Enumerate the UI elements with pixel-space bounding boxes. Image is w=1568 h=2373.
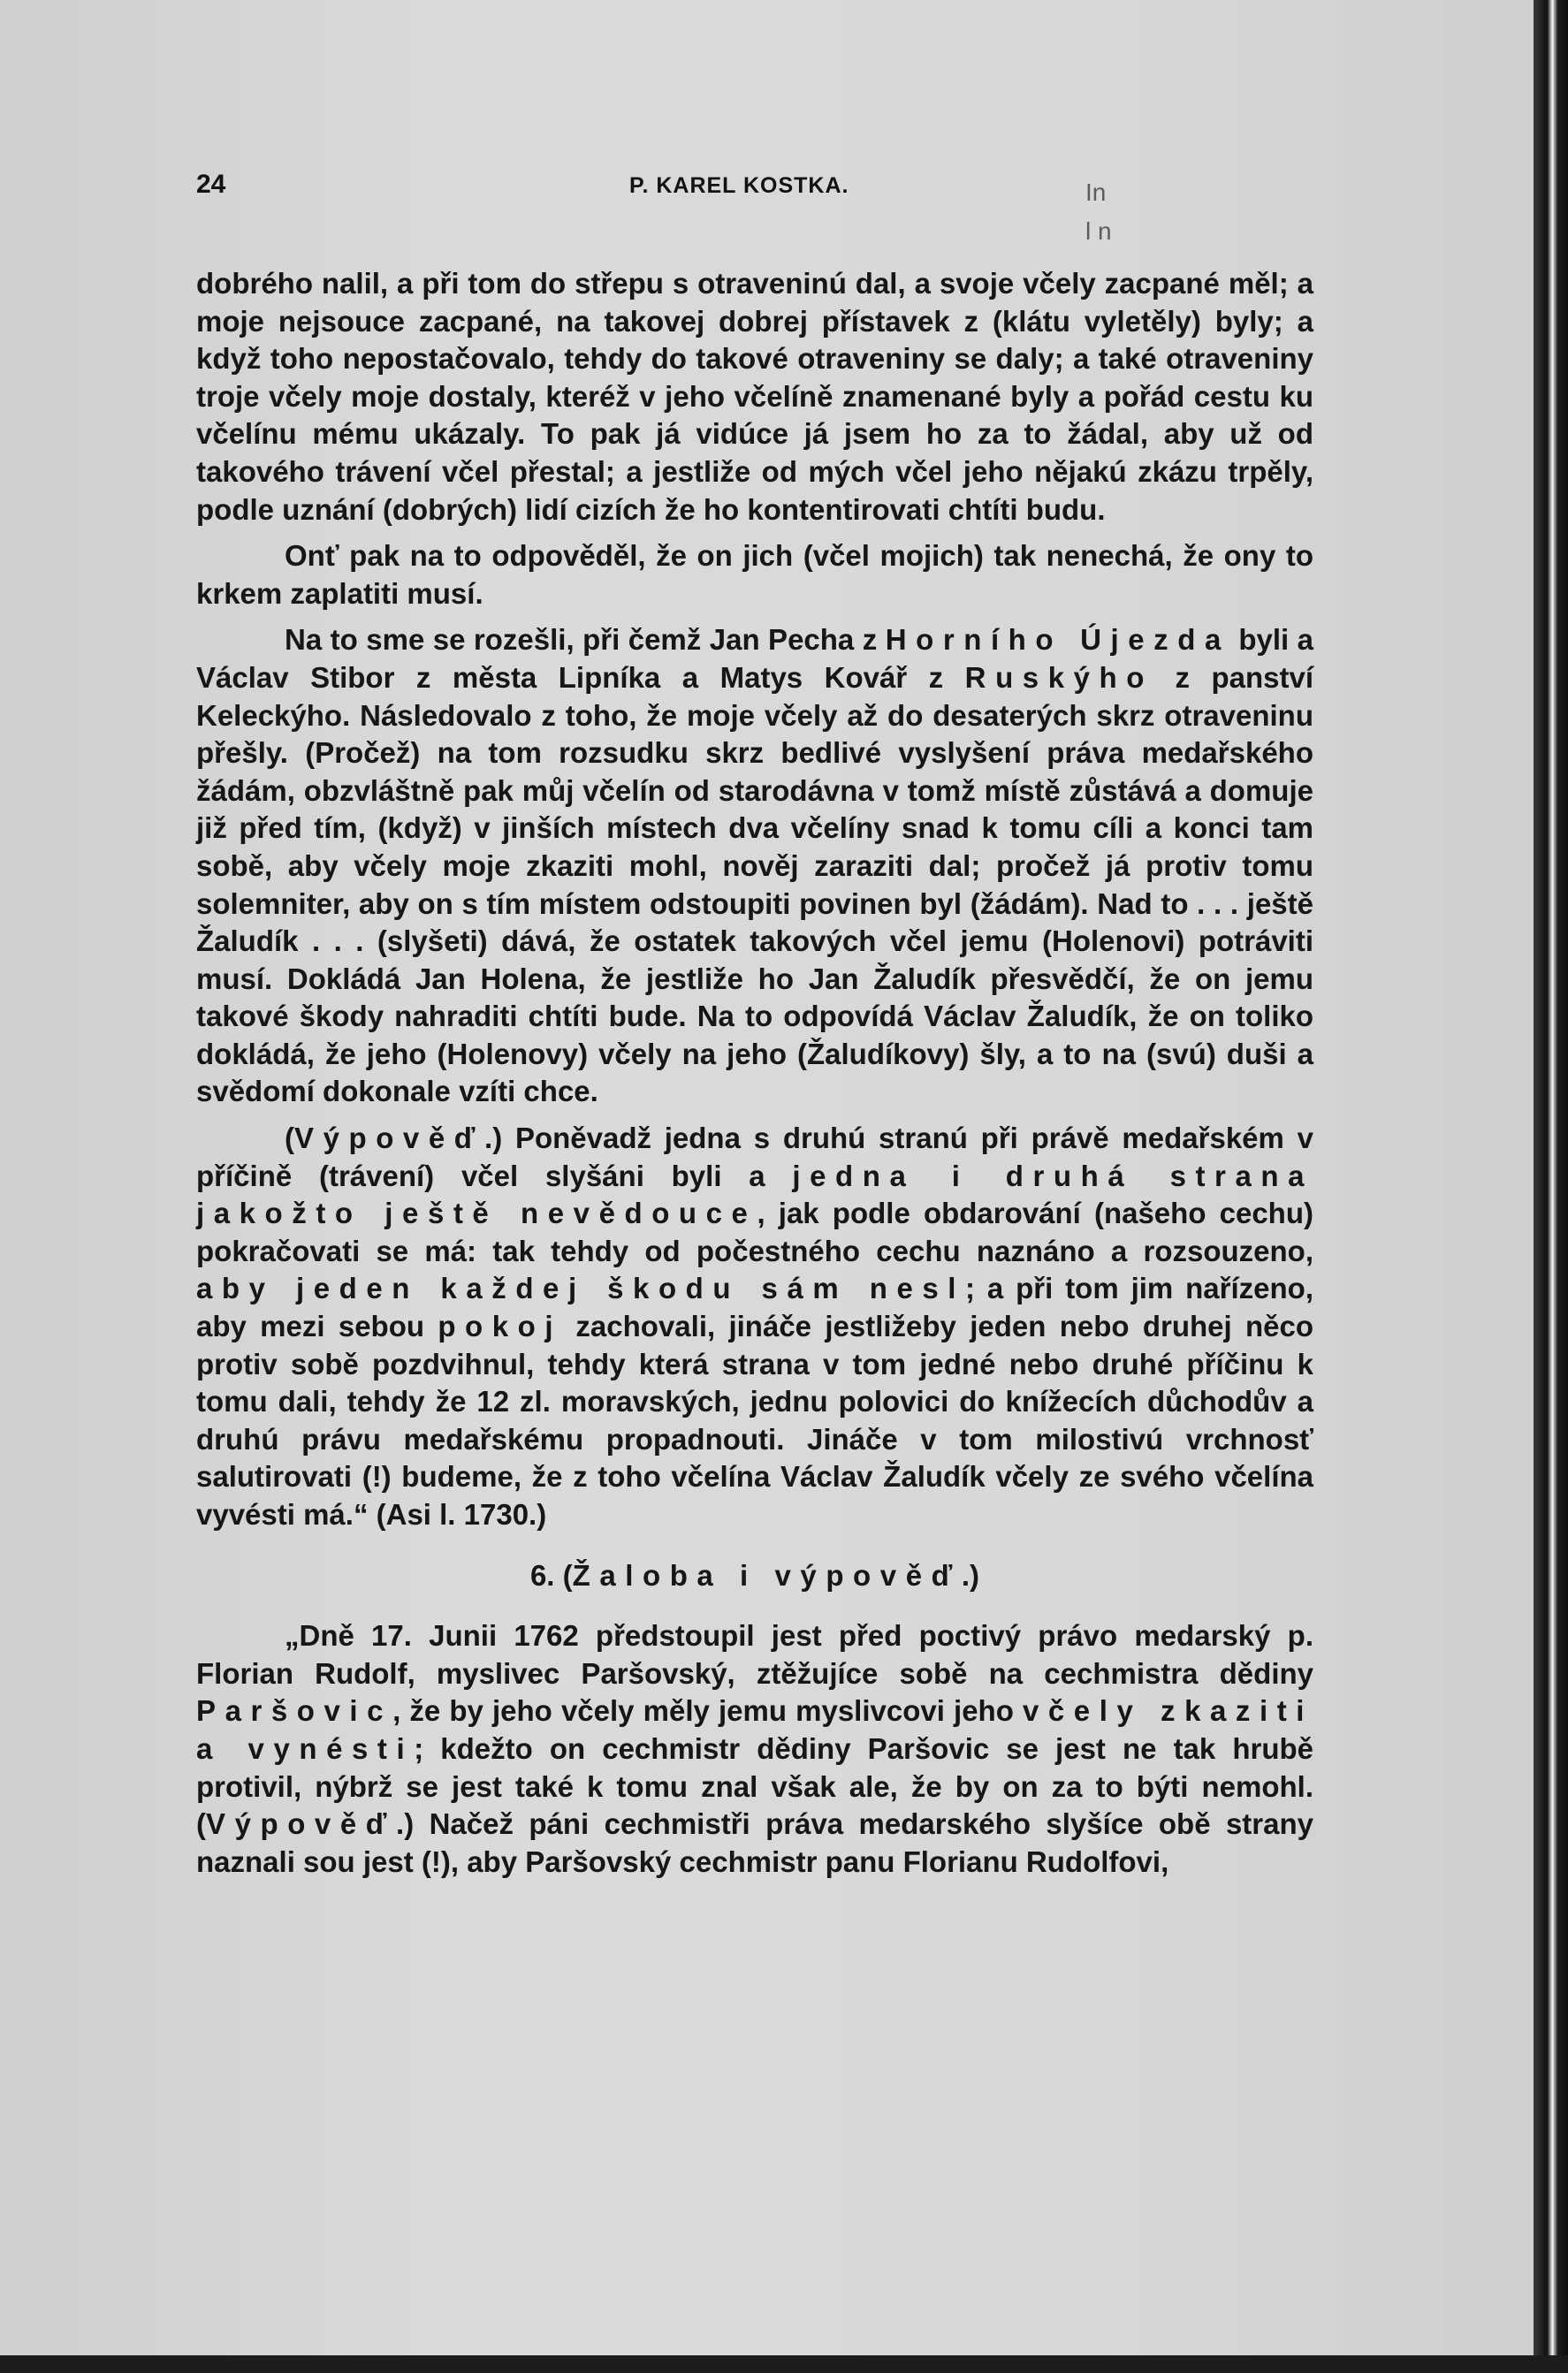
scan-edge-bottom: [0, 2355, 1568, 2373]
text-run: „Dně 17. Junii 1762 předstoupil jest před poctivý právo medarský p. Florian Rudolf, myslivec Paršovský, ztěžujíce sobě na cechmistra dědiny: [196, 1619, 1313, 1690]
text-run: z panství Keleckýho. Následovalo z toho, že moje včely až do desaterých skrz otraveninu přešly. (Pročež) na tom rozsudku skrz bedlivé vyslyšení práva medařského žádám, obzvláštně pak můj včelín od starodávna v tomž místě zůstává a domuje již před tím, (když) v jinších místech dva včelíny snad k tomu cíli a konci tam sobě, aby včely moje zkaziti mohl, nověj zaraziti dal; pročež já protiv tomu solemniter, aby on s tím místem odstoupiti povinen byl (žádám). Nad to . . . ještě Žaludík . . . (slyšeti) dává, že ostatek takových včel jemu (Holenovi) potráviti musí. Dokládá Jan Holena, že jestliže ho Jan Žaludík přesvědčí, že on jemu takové škody nahraditi chtíti bude. Na to odpovídá Václav Žaludík, že on toliko dokládá, že jeho (Holenovy) včely na jeho (Žaludíkovy) šly, a to na (svú) duši a svědomí dokonale vzíti chce.: [196, 660, 1313, 1108]
running-head: P. KAREL KOSTKA.: [629, 173, 849, 198]
text-run: zachovali, jináče jestližeby jeden nebo druhej něco protiv sobě pozdvihnul, tehdy která strana v tom jedné nebo druhé příčinu k tomu dali, tehdy že 12 zl. moravských, jednu polovici do knížecích důchodův a druhú právu medařskému propadnouti. Jináče v tom milostivú vrchnosť salutirovati (!) budeme, že z toho včelína Václav Žaludík včely ze svého včelína vyvésti má.“ (Asi l. 1730.): [196, 1310, 1313, 1531]
body-text: [196, 265, 1313, 1890]
spaced-text: včely zkaziti a vynésti: [196, 1694, 1314, 1765]
paragraph-4: [196, 1120, 1313, 1534]
spaced-text: Paršovic: [196, 1694, 393, 1728]
text-run: , jak podle obdarování (našeho cechu) pokračovati se má: tak tehdy od počestného cechu naznáno a rozsouzeno,: [196, 1197, 1313, 1267]
text-run: ; kdežto on cechmistr dědiny Paršovic se jest ne tak hrubě protivil, nýbrž se jest také k tomu znal však ale, že by on za to býti nemohl. (: [196, 1731, 1314, 1841]
paragraph-1: [196, 265, 1313, 529]
page-header: [196, 170, 1310, 214]
scan-edge-right: [1534, 0, 1568, 2373]
paragraph-5: [196, 1617, 1313, 1881]
page-number: 24: [196, 170, 226, 199]
text-run: .): [961, 1558, 980, 1592]
spaced-text: Žaloba i výpověď: [572, 1558, 962, 1592]
spaced-text: Výpověď: [206, 1807, 397, 1841]
text-run: Onť pak na to odpověděl, že on jich (včel mojich) tak nenechá, že ony to krkem zaplatiti musí.: [196, 539, 1313, 610]
text-run: , že by jeho včely měly jemu myslivcovi jeho: [392, 1694, 1023, 1728]
spaced-text: jedna i druhá strana jakožto ještě nevědouce: [196, 1159, 1313, 1230]
spaced-text: aby jeden každej škodu sám nesl: [196, 1272, 966, 1305]
margin-mark-2: l n: [1085, 217, 1112, 245]
text-run: 6. (: [529, 1558, 573, 1592]
text-run: .) Načež páni cechmistři práva medarského slyšíce obě strany naznali sou jest (!), aby Paršovský cechmistr panu Florianu Rudolfovi,: [196, 1807, 1313, 1878]
paragraph-2: [196, 537, 1313, 612]
spaced-text: Výpověď: [294, 1122, 485, 1155]
section-heading: [196, 1557, 1313, 1595]
spaced-text: Horního Újezda: [885, 623, 1230, 657]
text-run: dobrého nalil, a při tom do střepu s otraveninú dal, a svoje včely zacpané měl; a moje nejsouce zacpané, na takovej dobrej přístavek z (klátu vyletěly) byly; a když toho nepostačovalo, tehdy do takové otraveniny se daly; a také otraveniny troje včely moje dostaly, kteréž v jeho včelíně znamenané byly a pořád cestu ku včelínu mému ukázaly. To pak já vidúce já jsem ho za to žádal, aby už od takového trávení včel přestal; a jestliže od mých včel jeho nějakú zkázu trpěly, podle uznání (dobrých) lidí cizích že ho kontentirovati chtíti budu.: [196, 267, 1313, 526]
text-run: (: [285, 1122, 294, 1155]
text-run: Na to sme se rozešli, při čemž Jan Pecha z: [285, 623, 886, 657]
spaced-text: pokoj: [438, 1310, 563, 1343]
margin-annotation: [1085, 173, 1112, 251]
text-run: ; a při tom jim nařízeno, aby mezi sebou: [196, 1272, 1313, 1343]
margin-mark-1: In: [1085, 179, 1107, 206]
text-run: .) Poněvadž jedna s druhú stranú při právě medařském v příčině (trávení) včel slyšáni byli a: [196, 1122, 1313, 1192]
text-run: byli a Václav Stibor z města Lipníka a Matys Kovář z: [196, 623, 1313, 694]
spaced-text: Ruskýho: [964, 660, 1153, 694]
paragraph-3: [196, 621, 1313, 1111]
